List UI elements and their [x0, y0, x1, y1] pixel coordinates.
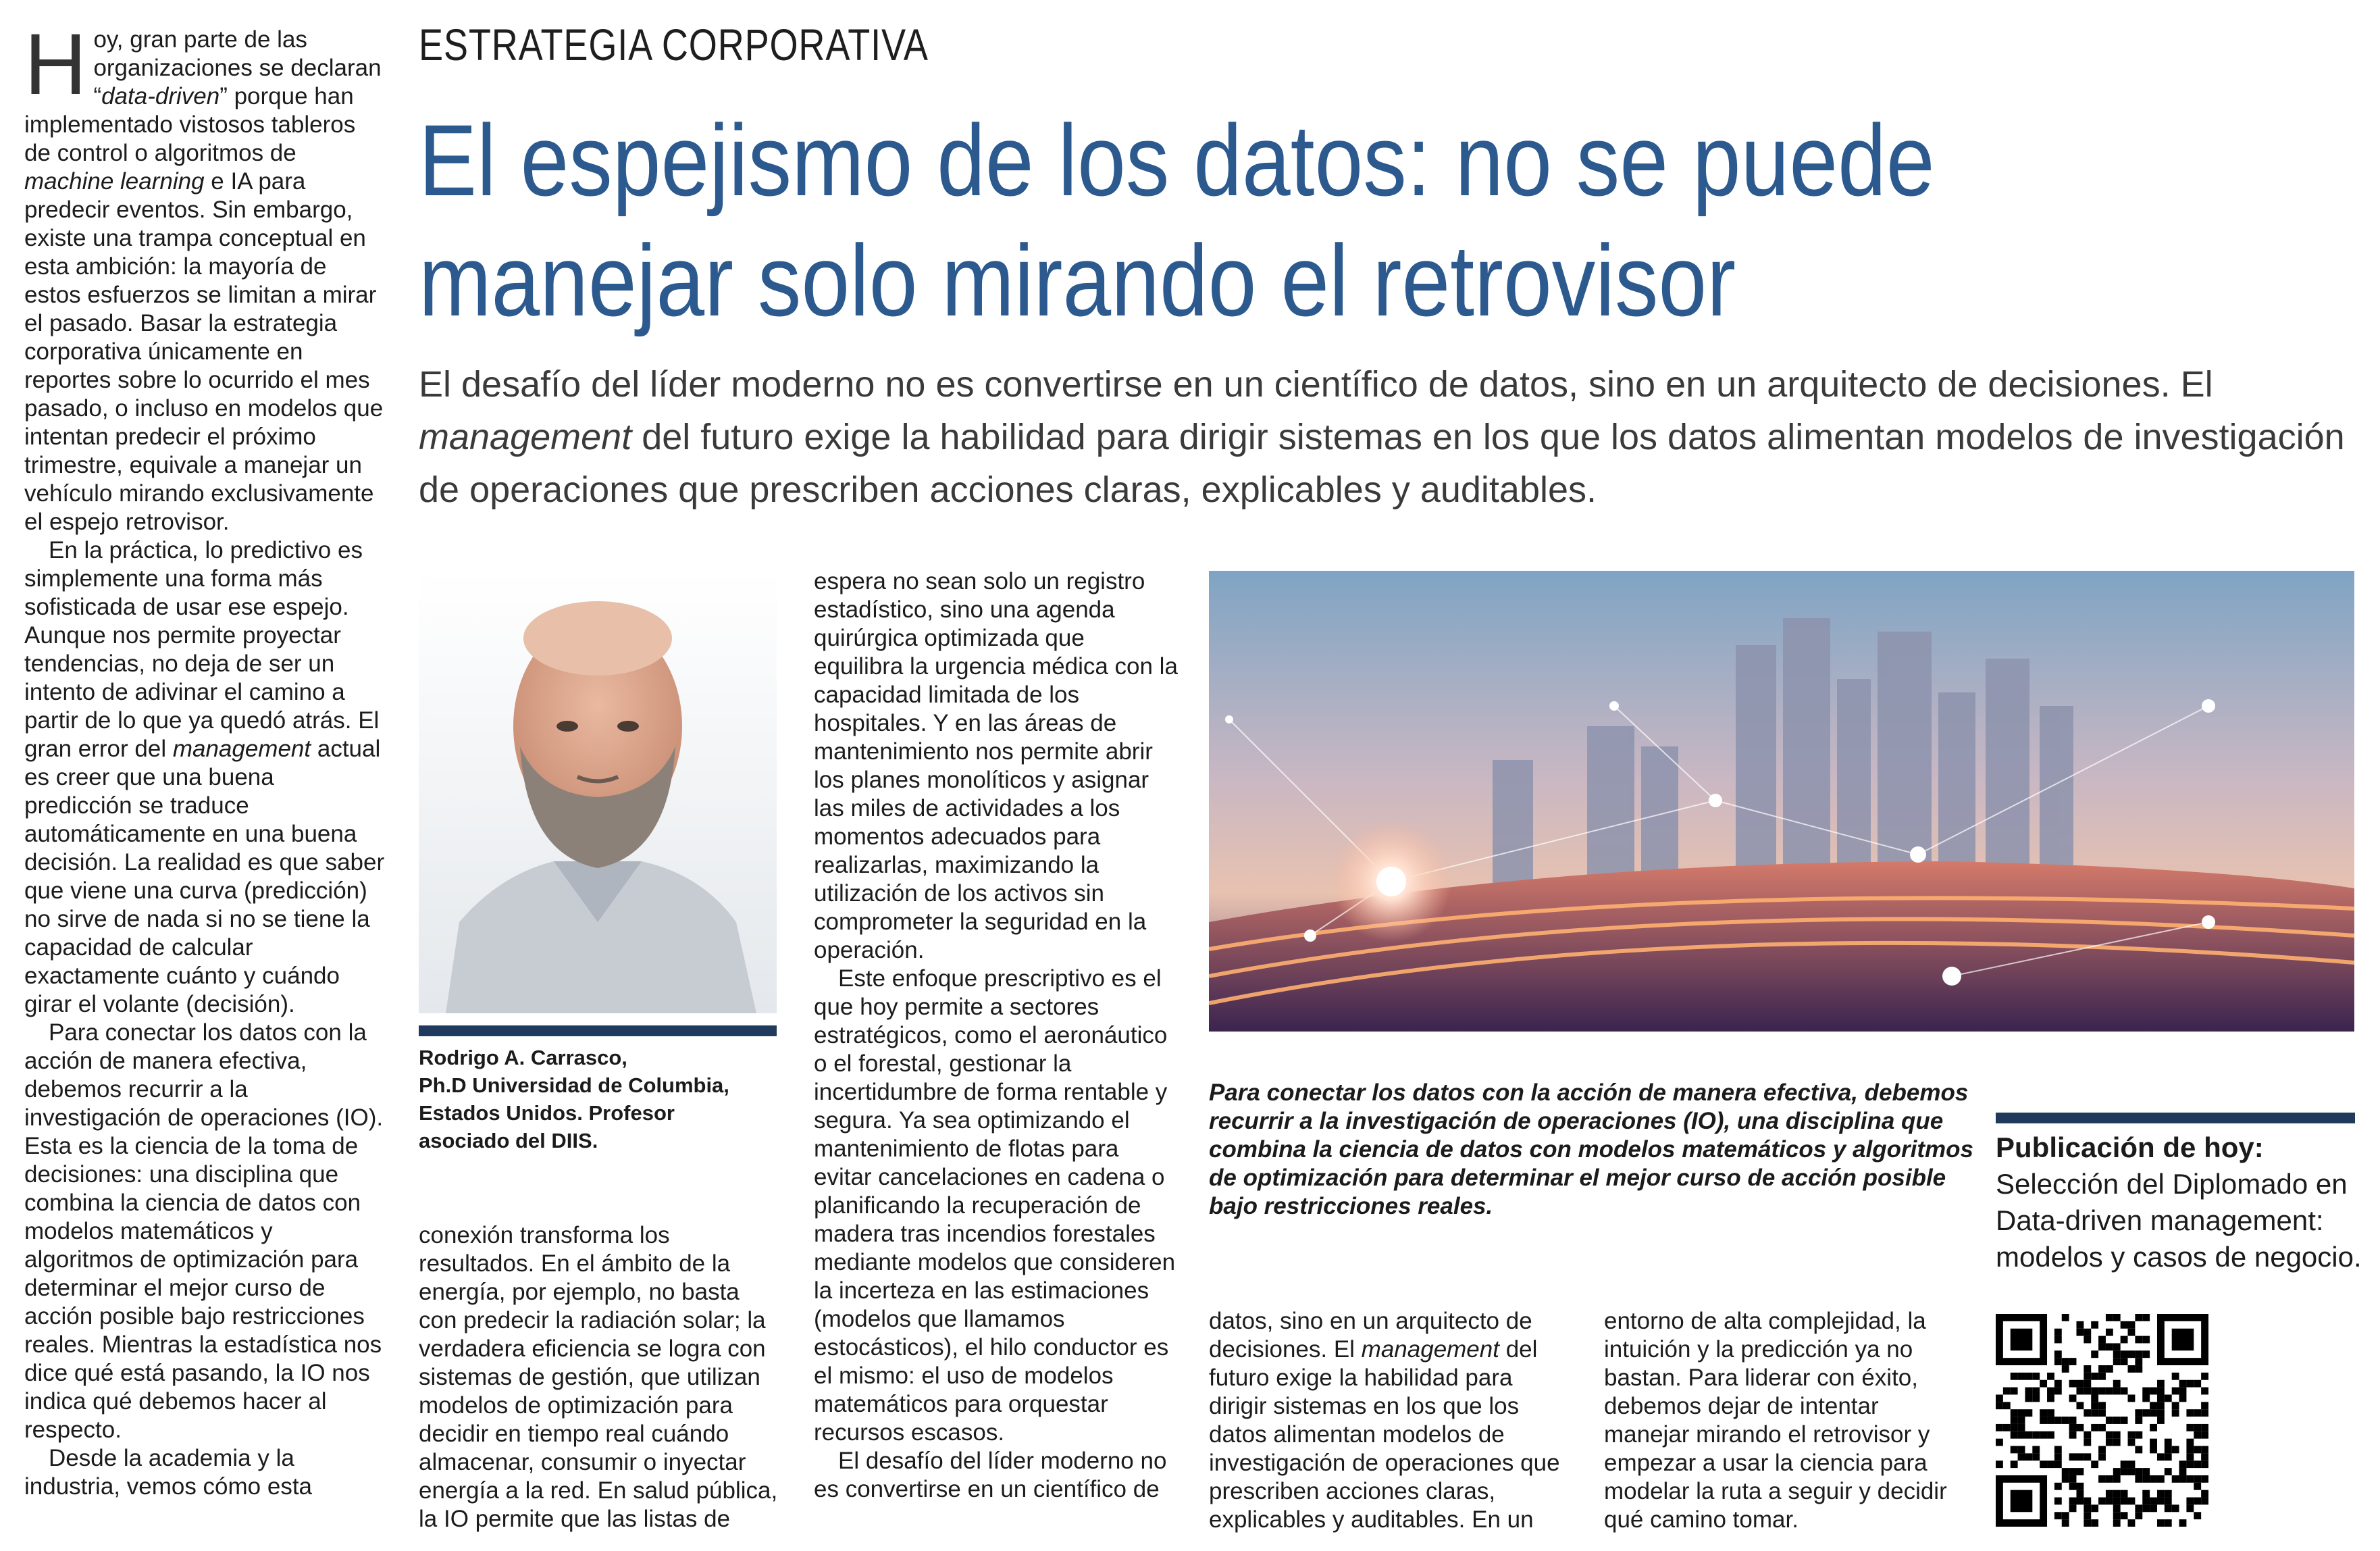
- text-run: actual es creer que una buena predicción se traduce automáticamente en una buena decisión. La realidad es que saber que viene una curva (predicción) no sirve de nada si no se tiene la capacidad de calcular exactamente cuánto y cuándo girar el volante (decisión).: [24, 736, 385, 1017]
- col1-paragraph-2: [24, 536, 386, 1019]
- column-1: [24, 16, 386, 1501]
- col1-paragraph-4: Desde la academia y la industria, vemos cómo esta: [24, 1445, 313, 1500]
- col2-paragraph-1: conexión transforma los resultados. En el ámbito de la energía, por ejemplo, no basta con predecir la radiación solar; la verdadera eficiencia se logra con sistemas de gestión, que utilizan modelos de optimización para decidir en tiempo real cuándo almacenar, consumir o inyectar energía a la red. En salud pública, la IO permite que las listas de: [419, 1222, 778, 1532]
- city-network-illustration: [1209, 571, 2354, 1032]
- column-5: [1604, 1307, 1969, 1534]
- column-2: [419, 1221, 783, 1533]
- author-credential: Estados Unidos. Profesor: [419, 1101, 675, 1125]
- text-run: datos, sino en un arquitecto de decisiones. El: [1209, 1308, 1532, 1363]
- col3-paragraph-3: El desafío del líder moderno no es convertirse en un científico de: [814, 1448, 1167, 1502]
- publication-line: Data-driven management:: [1996, 1204, 2324, 1236]
- publication-box: [1996, 1129, 2374, 1275]
- publication-rule: [1996, 1113, 2355, 1123]
- col1-paragraph-1: [24, 16, 386, 536]
- qr-code-icon[interactable]: [1996, 1314, 2208, 1527]
- text-run: management: [419, 417, 632, 457]
- publication-line: Selección del Diplomado en: [1996, 1168, 2348, 1200]
- author-portrait-illustration: [419, 571, 777, 1013]
- dropcap: H: [24, 16, 87, 113]
- col5-paragraph-1: entorno de alta complejidad, la intuición y la predicción ya no bastan. Para liderar con éxito, debemos dejar de intentar manejar mirando el retrovisor y empezar a usar la ciencia para modelar la ruta a seguir y decidir qué camino tomar.: [1604, 1308, 1947, 1533]
- text-run: oy, gran parte de las organizaciones se declaran “: [93, 26, 382, 109]
- col1-paragraph-3: Para conectar los datos con la acción de manera efectiva, debemos recurrir a la investigación de operaciones (IO). Esta es la ciencia de la toma de decisiones: una disciplina que combina la ciencia de datos con modelos matemáticos y algoritmos de optimización para determinar el mejor curso de acción posible bajo restricciones reales. Mientras la estadística nos dice qué está pasando, la IO nos indica qué debemos hacer al respecto.: [24, 1019, 384, 1443]
- text-run: del futuro exige la habilidad para dirigir sistemas en los que los datos alimentan modelos de investigación de operaciones que prescriben acciones claras, explicables y auditables.: [419, 417, 2345, 510]
- column-3: [814, 567, 1179, 1504]
- headline-line-1: El espejismo de los datos: no se puede: [419, 103, 1935, 217]
- hero-image: [1209, 571, 2354, 1032]
- col4-paragraph-1: [1209, 1307, 1574, 1534]
- headline: [419, 100, 2103, 340]
- text-run: ” porque han implementado vistosos tableros de control o algoritmos de: [24, 83, 356, 166]
- publication-title: Publicación de hoy:: [1996, 1132, 2264, 1163]
- text-run: management: [172, 736, 311, 762]
- author-photo: [419, 571, 777, 1013]
- author-caption: [419, 1044, 783, 1154]
- headline-line-2: manejar solo mirando el retrovisor: [419, 224, 1736, 337]
- image-caption: Para conectar los datos con la acción de manera efectiva, debemos recurrir a la investigación de operaciones (IO), una disciplina que combina la ciencia de datos con modelos matemáticos y algoritmos de optimización para determinar el mejor curso de acción posible bajo restricciones reales.: [1209, 1079, 1973, 1219]
- author-credential: asociado del DIIS.: [419, 1129, 598, 1152]
- text-run: machine learning: [24, 168, 205, 195]
- text-run: del futuro exige la habilidad para dirigir sistemas en los que los datos alimentan modelos de investigación de operaciones que prescriben acciones claras, explicables y auditables. En un: [1209, 1336, 1560, 1533]
- publication-line: modelos y casos de negocio.: [1996, 1241, 2362, 1273]
- author-name: Rodrigo A. Carrasco,: [419, 1046, 627, 1069]
- deck: [419, 358, 2377, 516]
- text-run: En la práctica, lo predictivo es simplemente una forma más sofisticada de usar ese espejo. Aunque nos permite proyectar tendencias, no deja de ser un intento de adivinar el camino a partir de lo que ya quedó atrás. El gran error del: [24, 537, 380, 762]
- text-run: management: [1361, 1336, 1499, 1363]
- col3-paragraph-1: espera no sean solo un registro estadístico, sino una agenda quirúrgica optimizada que equilibra la urgencia médica con la capacidad limitada de los hospitales. Y en las áreas de mantenimiento nos permite abrir los planes monolíticos y asignar las miles de actividades a los momentos adecuados para realizarlas, maximizando la utilización de los activos sin comprometer la seguridad en la operación.: [814, 568, 1178, 963]
- column-4: [1209, 1307, 1574, 1534]
- text-run: El desafío del líder moderno no es convertirse en un científico de datos, sino en un arquitecto de decisiones. El: [419, 364, 2213, 405]
- col3-paragraph-2: Este enfoque prescriptivo es el que hoy permite a sectores estratégicos, como el aeronáutico o el forestal, gestionar la incertidumbre de forma rentable y segura. Ya sea optimizando el mantenimiento de flotas para evitar cancelaciones en cadena o planificando la recuperación de madera tras incendios forestales mediante modelos que consideren la incerteza en las estimaciones (modelos que llamamos estocásticos), el hilo conductor es el mismo: el uso de modelos matemáticos para orquestar recursos escasos.: [814, 965, 1176, 1446]
- text-run: e IA para predecir eventos. Sin embargo, existe una trampa conceptual en esta ambición: la mayoría de estos esfuerzos se limitan a mirar el pasado. Basar la estrategia corporativa únicamente en reportes sobre lo ocurrido el mes pasado, o incluso en modelos que intentan predecir el próximo trimestre, equivale a manejar un vehículo mirando exclusivamente el espejo retrovisor.: [24, 168, 384, 535]
- author-credential: Ph.D Universidad de Columbia,: [419, 1073, 729, 1097]
- section-label: ESTRATEGIA CORPORATIVA: [419, 20, 929, 70]
- author-rule: [419, 1025, 777, 1036]
- text-run: data-driven: [101, 83, 220, 109]
